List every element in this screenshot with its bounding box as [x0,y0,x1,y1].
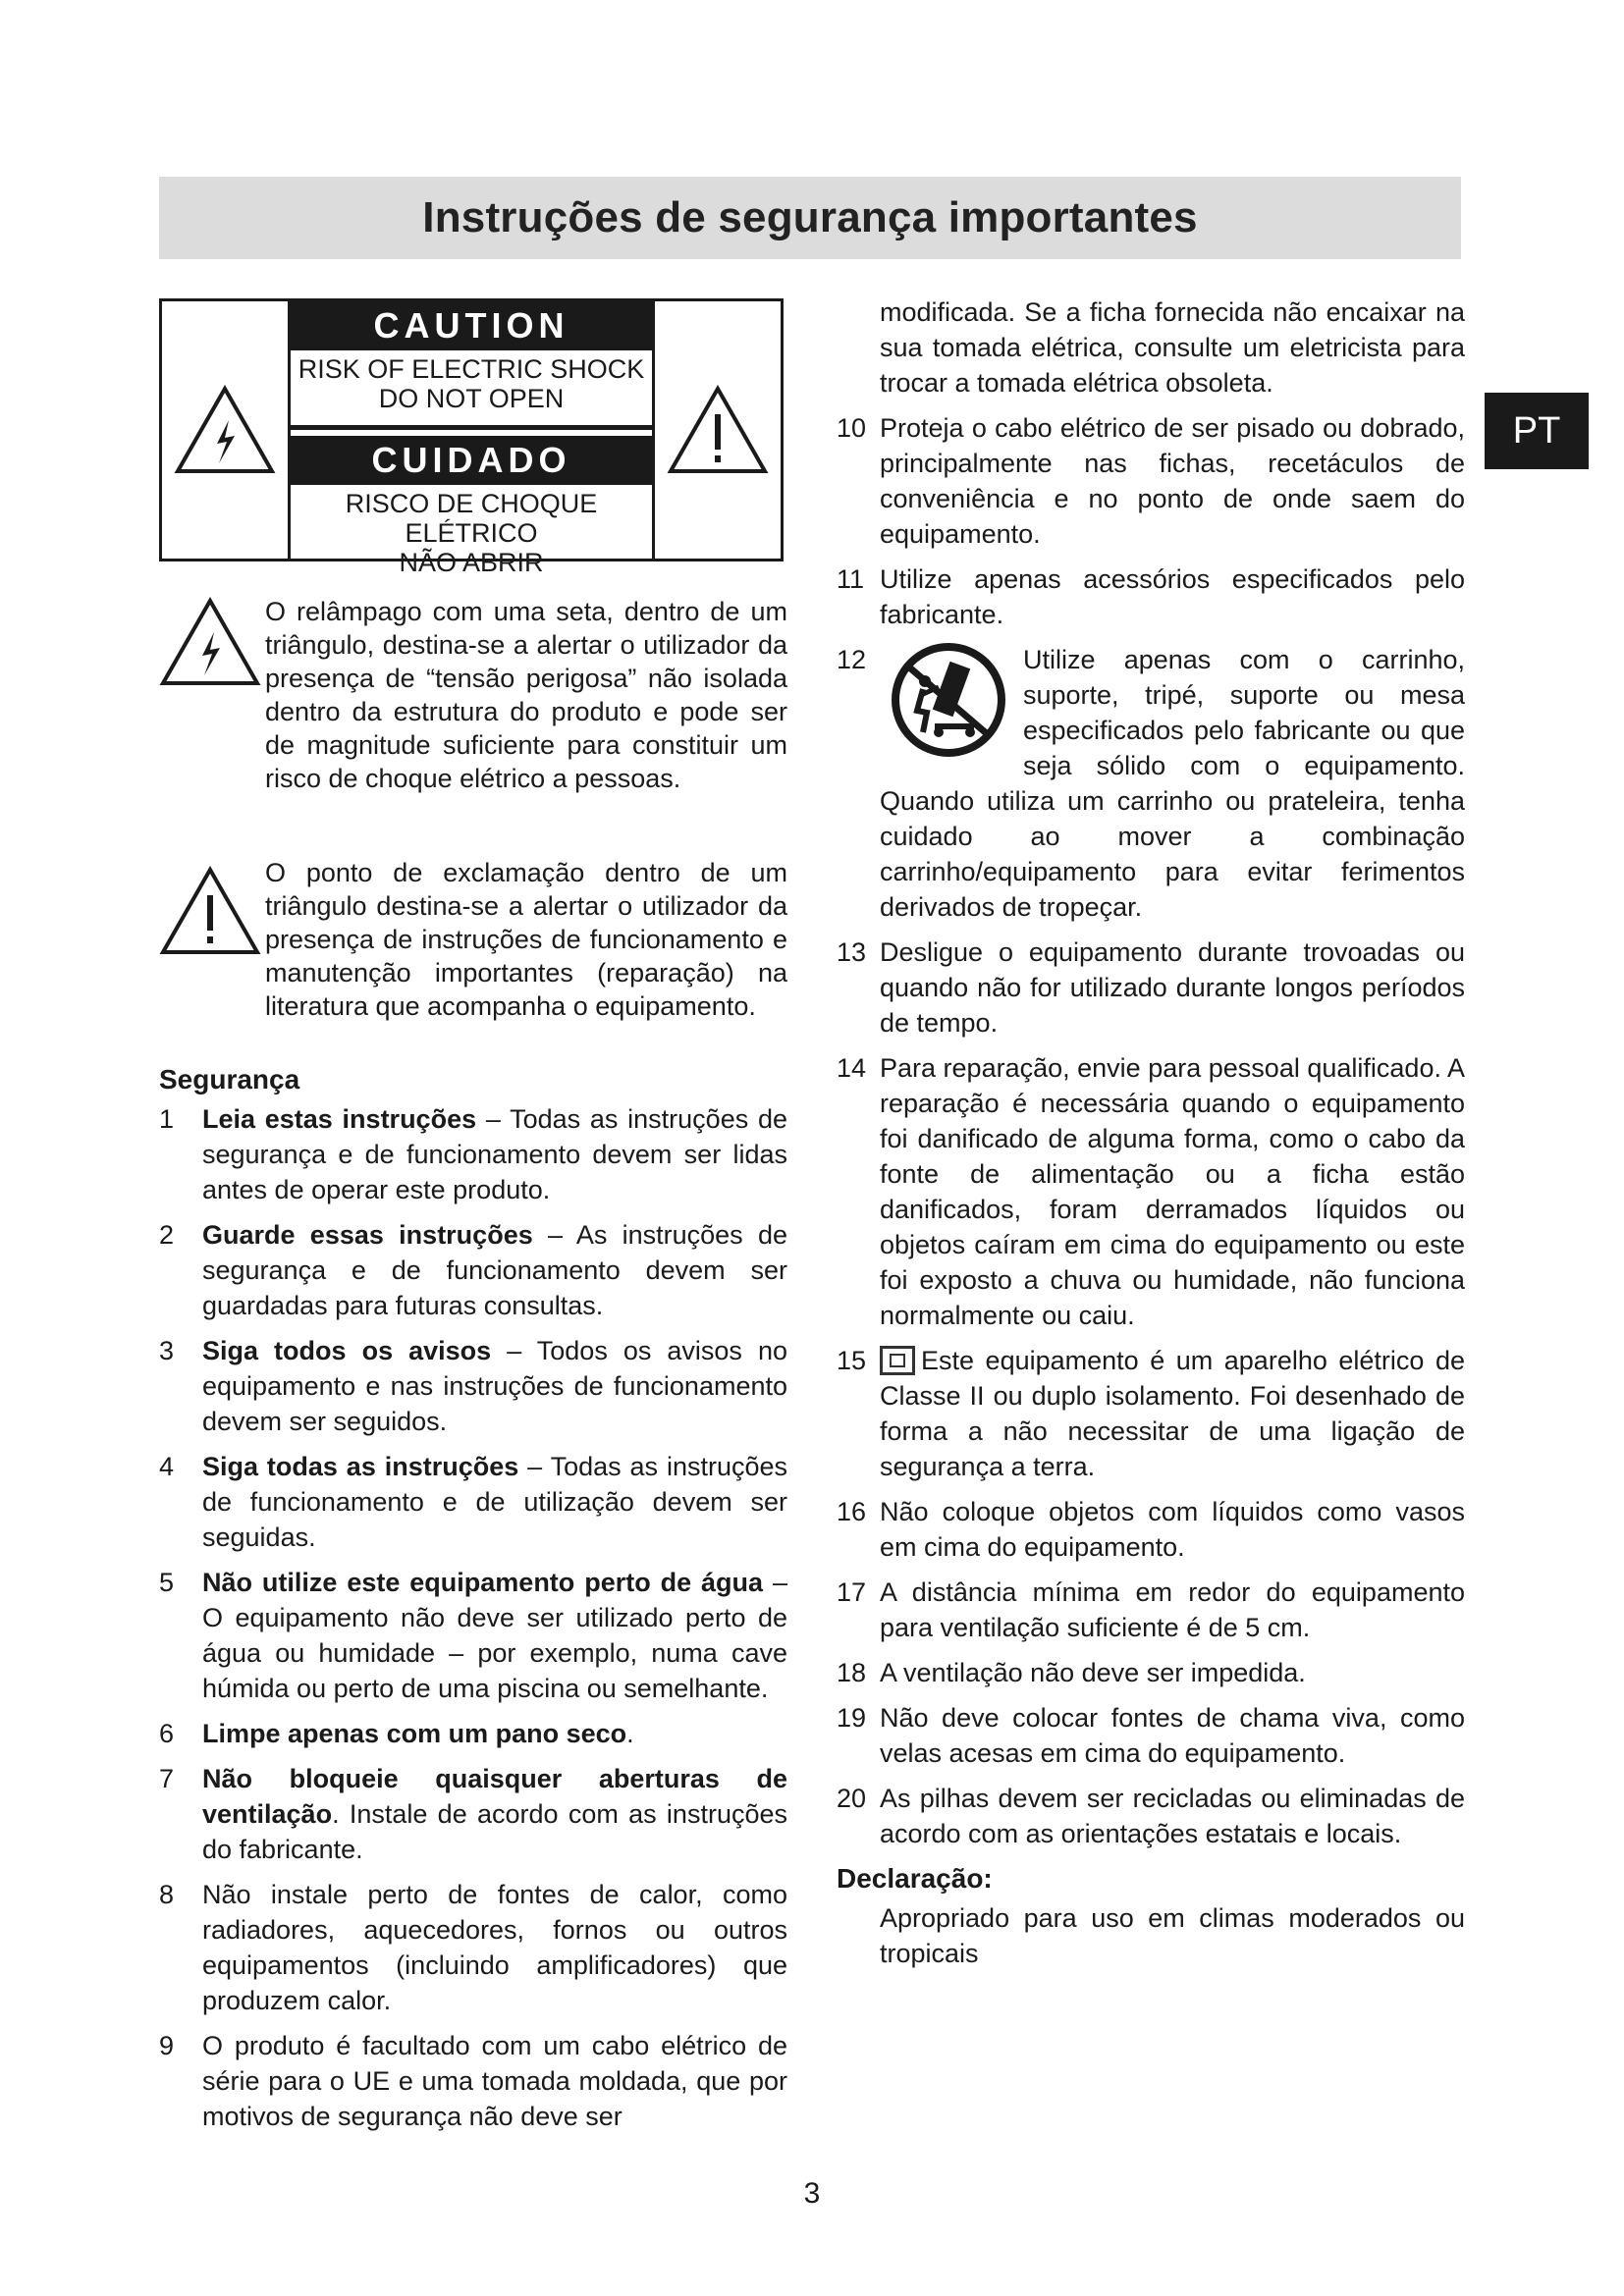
item-text: – Todas as instruções de segurança e de funcionamento devem ser lidas antes de operar este produto. [202,1104,787,1204]
safety-item [159,1761,787,1867]
item-text: O produto é facultado com um cabo elétrico de série para o UE e uma tomada moldada, que por motivos de segurança não deve ser [202,2031,787,2131]
lightning-explanation [159,595,787,795]
item-text: A ventilação não deve ser impedida. [880,1658,1306,1687]
item-number: 12 [837,645,867,674]
item-number: 9 [159,2031,175,2060]
lightning-warning-icon [174,385,276,475]
item-number: 3 [159,1336,175,1365]
item-number: 4 [159,1452,175,1481]
safety-item [837,1781,1465,1851]
safety-list-right [837,294,1465,1981]
item-number: 10 [837,413,867,443]
item-number: 11 [837,564,865,594]
exclamation-triangle-icon [159,866,261,956]
item-number: 19 [837,1703,867,1733]
safety-list-left [159,1062,787,2144]
item-bold-title: Leia estas instruções [202,1104,477,1134]
item-9-continued: modificada. Se a ficha fornecida não encaixar na sua tomada elétrica, consulte um eletricista para trocar a tomada elétrica obsoleta. [880,297,1465,398]
safety-item [159,1877,787,2018]
caution-box-center [291,301,652,577]
item-bold-title: Não utilize este equipamento perto de água [202,1568,764,1597]
item-number: 5 [159,1568,175,1597]
exclamation-explanation-text: O ponto de exclamação dentro de um triângulo destina-se a alertar o utilizador da presença de instruções de funcionamento e manutenção importantes (reparação) na literatura que acompanha o equipamento. [265,858,787,1021]
item-text: Utilize apenas acessórios especificados pelo fabricante. [880,564,1465,629]
cart-warning-icon [884,642,1013,758]
item-bold-title: Guarde essas instruções [202,1220,533,1250]
title-bar [159,177,1461,259]
item-text: Proteja o cabo elétrico de ser pisado ou dobrado, principalmente nas fichas, recetáculos de conveniência e no ponto de onde saem do equipamento. [880,413,1465,549]
caution-text-en-line1: RISK OF ELECTRIC SHOCK [298,354,645,384]
page-number: 3 [803,2177,821,2210]
safety-item [837,1494,1465,1565]
item-number: 6 [159,1719,175,1748]
item-text: – As instruções de segurança e de funcionamento devem ser guardadas para futuras consultas. [202,1220,787,1320]
item-bold-title: Não bloqueie quaisquer aberturas de ventilação [202,1764,787,1829]
item-text: . Instale de acordo com as instruções do fabricante. [202,1799,787,1864]
item-text: – Todas as instruções de funcionamento e de utilização devem ser seguidas. [202,1452,787,1552]
item-text: Utilize apenas com o carrinho, suporte, tripé, suporte ou mesa especificados pelo fabricante ou que seja sólido com o equipamento. Quando utiliza um carrinho ou prateleira, tenha cuidado ao mover a combinação carrinho/equipamento para evitar ferimentos derivados de tropeçar. [880,645,1465,922]
item-number: 20 [837,1784,867,1813]
item-number: 18 [837,1658,867,1687]
safety-item [837,642,1465,925]
item-text: A distância mínima em redor do equipamento para ventilação suficiente é de 5 cm. [880,1577,1465,1642]
item-text: Não instale perto de fontes de calor, como radiadores, aquecedores, fornos ou outros equipamentos (incluindo amplificadores) que produzem calor. [202,1880,787,2015]
item-number: 13 [837,937,867,967]
caution-separator [291,425,652,430]
safety-item [837,410,1465,552]
safety-item [837,1343,1465,1484]
caution-label-box [159,298,784,577]
caution-text-pt-line1: RISCO DE CHOQUE ELÉTRICO [345,489,598,548]
safety-item [837,934,1465,1041]
item-number: 15 [837,1346,867,1375]
item-bold-title: Siga todas as instruções [202,1452,519,1481]
lightning-explanation-text: O relâmpago com uma seta, dentro de um triângulo, destina-se a alertar o utilizador da presença de “tensão perigosa” não isolada dentro da estrutura do produto e pode ser de magnitude suficiente para constituir um risco de choque elétrico a pessoas. [265,597,787,793]
caution-text-en-line2: DO NOT OPEN [378,384,565,413]
class-ii-double-square-icon [880,1346,915,1375]
item-number: 14 [837,1053,867,1083]
lightning-triangle-icon [159,597,261,687]
page-title: Instruções de segurança importantes [422,193,1198,241]
item-text: – Todos os avisos no equipamento e nas instruções de funcionamento devem ser seguidos. [202,1336,787,1436]
item-number: 2 [159,1220,175,1250]
safety-heading: Segurança [159,1064,300,1095]
caution-text-pt [291,485,652,585]
safety-item [159,1333,787,1439]
item-number: 7 [159,1764,175,1793]
declaration-heading: Declaração: [837,1863,993,1894]
safety-item [159,1449,787,1555]
caution-banner-pt: CUIDADO [291,436,652,485]
item-text: As pilhas devem ser recicladas ou eliminadas de acordo com as orientações estatais e locais. [880,1784,1465,1848]
exclamation-explanation [159,856,787,1023]
item-bold-title: Siga todos os avisos [202,1336,492,1365]
item-text: . [626,1719,634,1748]
item-text: Para reparação, envie para pessoal qualificado. A reparação é necessária quando o equipamento foi danificado de alguma forma, como o cabo da fonte de alimentação ou a ficha estão danificados, foram derramados líquidos ou objetos caíram em cima do equipamento ou este foi exposto a chuva ou humidade, não funciona normalmente ou caiu. [880,1053,1465,1330]
safety-item [159,1217,787,1323]
safety-item [159,1716,787,1751]
item-text: Este equipamento é um aparelho elétrico de Classe II ou duplo isolamento. Foi desenhado de forma a não necessitar de uma ligação de segurança a terra. [880,1346,1465,1481]
caution-banner-en: CAUTION [291,301,652,350]
item-text: Não deve colocar fontes de chama viva, como velas acesas em cima do equipamento. [880,1703,1465,1768]
safety-item [837,1575,1465,1645]
language-tab: PT [1485,393,1589,469]
caution-box-left-cell [162,301,291,559]
safety-item [837,1700,1465,1771]
item-number: 8 [159,1880,175,1909]
safety-item [159,2028,787,2134]
safety-item [837,1050,1465,1333]
item-text: – O equipamento não deve ser utilizado perto de água ou humidade – por exemplo, numa cave húmida ou perto de uma piscina ou semelhante. [202,1568,787,1703]
declaration-text: Apropriado para uso em climas moderados ou tropicais [880,1903,1465,1968]
safety-item [837,561,1465,632]
caution-box-right-cell [652,301,781,559]
safety-item [159,1101,787,1207]
caution-text-en [291,350,652,421]
item-text: Não coloque objetos com líquidos como vasos em cima do equipamento. [880,1497,1465,1562]
item-text: Desligue o equipamento durante trovoadas ou quando não for utilizado durante longos períodos de tempo. [880,937,1465,1038]
item-number: 1 [159,1104,175,1134]
safety-item [837,1655,1465,1690]
caution-text-pt-line2: NÃO ABRIR [399,548,544,577]
exclamation-warning-icon [667,385,769,475]
item-bold-title: Limpe apenas com um pano seco [202,1719,627,1748]
safety-item [159,1565,787,1706]
item-number: 17 [837,1577,867,1607]
item-number: 16 [837,1497,867,1526]
